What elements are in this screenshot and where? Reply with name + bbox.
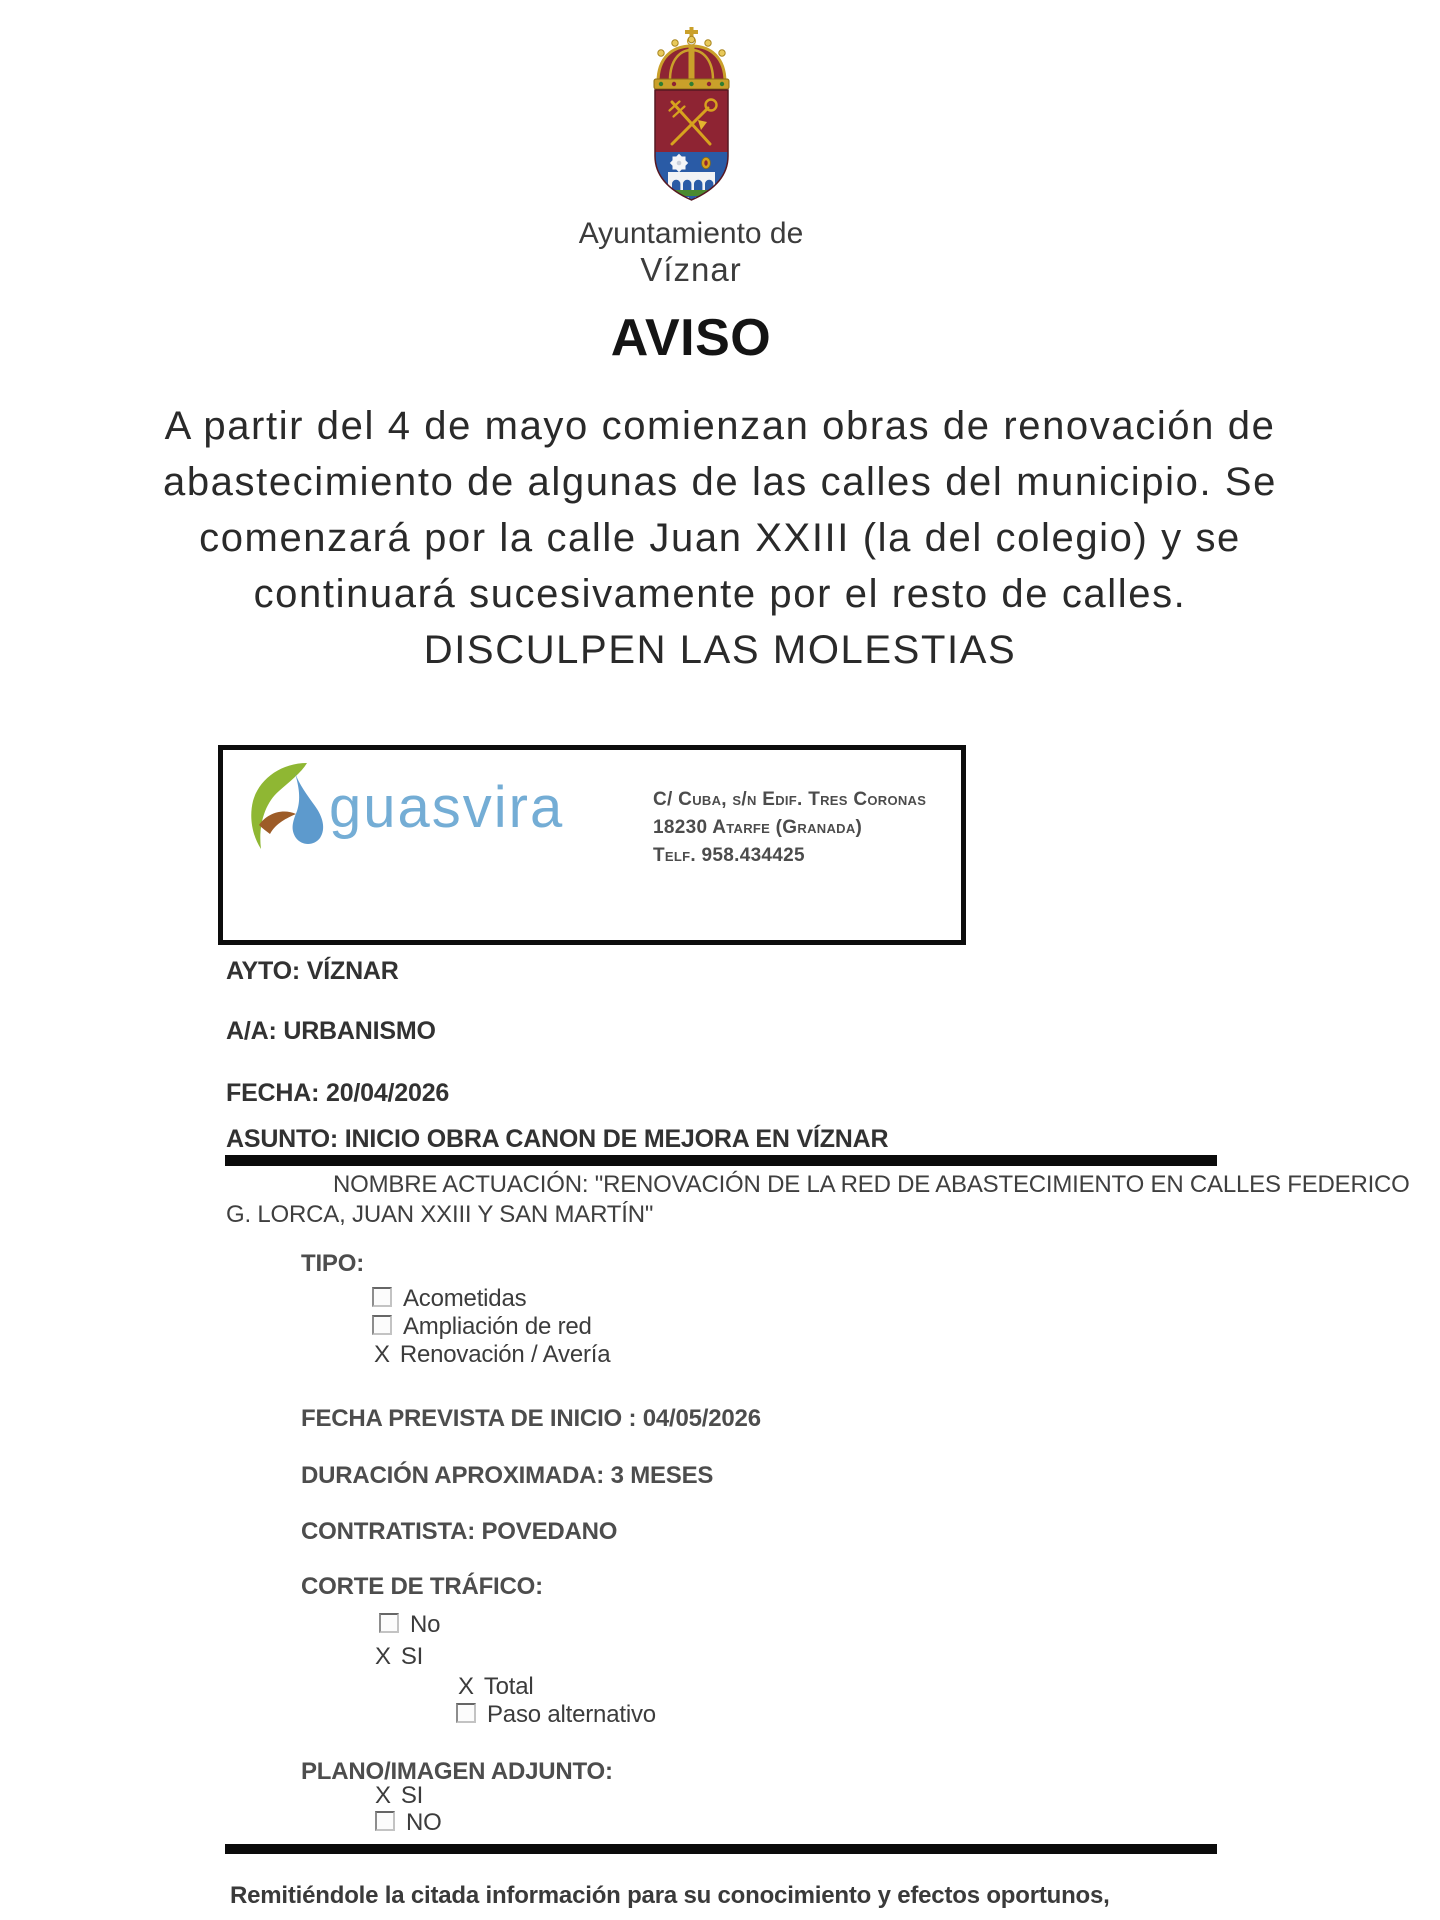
- letterhead-address: [653, 786, 926, 870]
- header-block: [391, 26, 991, 289]
- octofoil-icon: [669, 154, 687, 172]
- org-name-line2: Víznar: [640, 251, 742, 288]
- option-label: Total: [483, 1673, 534, 1700]
- letterhead-box: [218, 745, 966, 945]
- option-label: Acometidas: [403, 1285, 527, 1312]
- option-label: Renovación / Avería: [399, 1341, 611, 1368]
- option-label: SI: [400, 1782, 424, 1809]
- tipo-label: TIPO:: [301, 1250, 364, 1277]
- plano-label: PLANO/IMAGEN ADJUNTO:: [301, 1758, 613, 1785]
- duracion: DURACIÓN APROXIMADA: 3 MESES: [301, 1462, 714, 1489]
- tipo-option-ampliacion: [372, 1312, 592, 1342]
- tipo-option-acometidas: [372, 1284, 526, 1314]
- option-label: Paso alternativo: [487, 1701, 656, 1728]
- aguasvira-logo-text: guasvira: [329, 775, 565, 840]
- fecha-prevista: FECHA PREVISTA DE INICIO : 04/05/2026: [301, 1405, 761, 1432]
- checkbox-unchecked-icon: [372, 1287, 392, 1307]
- corte-option-si: [375, 1642, 423, 1672]
- checkbox-unchecked-icon: [456, 1703, 476, 1723]
- plano-option-si: [375, 1781, 423, 1811]
- address-line-3: Telf. 958.434425: [653, 845, 805, 866]
- action-name-line1: NOMBRE ACTUACIÓN: "RENOVACIÓN DE LA RED DE ABASTECIMIENTO EN CALLES FEDERICO: [333, 1171, 1410, 1198]
- option-label: SI: [400, 1643, 424, 1670]
- checkbox-unchecked-icon: [372, 1315, 392, 1335]
- memo-to: AYTO: VÍZNAR: [226, 957, 399, 985]
- address-line-1: C/ Cuba, s/n Edif. Tres Coronas: [653, 789, 927, 810]
- x-mark-icon: X: [458, 1673, 474, 1700]
- crown-icon: [654, 27, 729, 89]
- action-name-line2: G. LORCA, JUAN XXIII Y SAN MARTÍN": [226, 1201, 654, 1228]
- closing-line: Remitiéndole la citada información para su conocimiento y efectos oportunos,: [230, 1882, 1110, 1909]
- notice-line: comenzará por la calle Juan XXIII (la del colegio) y se: [199, 516, 1241, 560]
- corte-trafico-label: CORTE DE TRÁFICO:: [301, 1573, 543, 1600]
- notice-line: A partir del 4 de mayo comienzan obras de renovación de: [164, 404, 1276, 448]
- notice-line: continuará sucesivamente por el resto de calles.: [253, 572, 1187, 616]
- notice-line: DISCULPEN LAS MOLESTIAS: [423, 628, 1017, 672]
- memo-attention: A/A: URBANISMO: [226, 1017, 436, 1045]
- checkbox-unchecked-icon: [375, 1811, 395, 1831]
- x-mark-icon: X: [374, 1341, 390, 1368]
- org-name-line1: Ayuntamiento de: [578, 217, 804, 250]
- aguasvira-logo-icon: [245, 761, 329, 851]
- contratista: CONTRATISTA: POVEDANO: [301, 1518, 618, 1545]
- option-label: NO: [406, 1809, 442, 1836]
- plano-option-no: [375, 1808, 442, 1838]
- notice-line: abastecimiento de algunas de las calles del municipio. Se: [162, 460, 1278, 504]
- viznar-coat-of-arms-icon: [644, 26, 739, 208]
- corte-suboption-paso: [456, 1700, 656, 1730]
- bottom-divider: [225, 1844, 1217, 1854]
- memo-subject: ASUNTO: INICIO OBRA CANON DE MEJORA EN VÍZNAR: [226, 1125, 889, 1153]
- corte-option-no: [379, 1610, 440, 1640]
- subject-divider: [225, 1155, 1217, 1166]
- address-line-2: 18230 Atarfe (Granada): [653, 817, 863, 838]
- x-mark-icon: X: [375, 1782, 391, 1809]
- checkbox-unchecked-icon: [379, 1613, 399, 1633]
- option-label: Ampliación de red: [403, 1313, 592, 1340]
- notice-body: [0, 398, 1440, 678]
- memo-date: FECHA: 20/04/2026: [226, 1079, 450, 1107]
- notice-title: AVISO: [610, 309, 772, 367]
- tipo-option-renovacion: [374, 1340, 610, 1370]
- x-mark-icon: X: [375, 1643, 391, 1670]
- aqueduct-icon: [668, 172, 715, 192]
- option-label: No: [410, 1611, 441, 1638]
- corte-suboption-total: [458, 1672, 534, 1702]
